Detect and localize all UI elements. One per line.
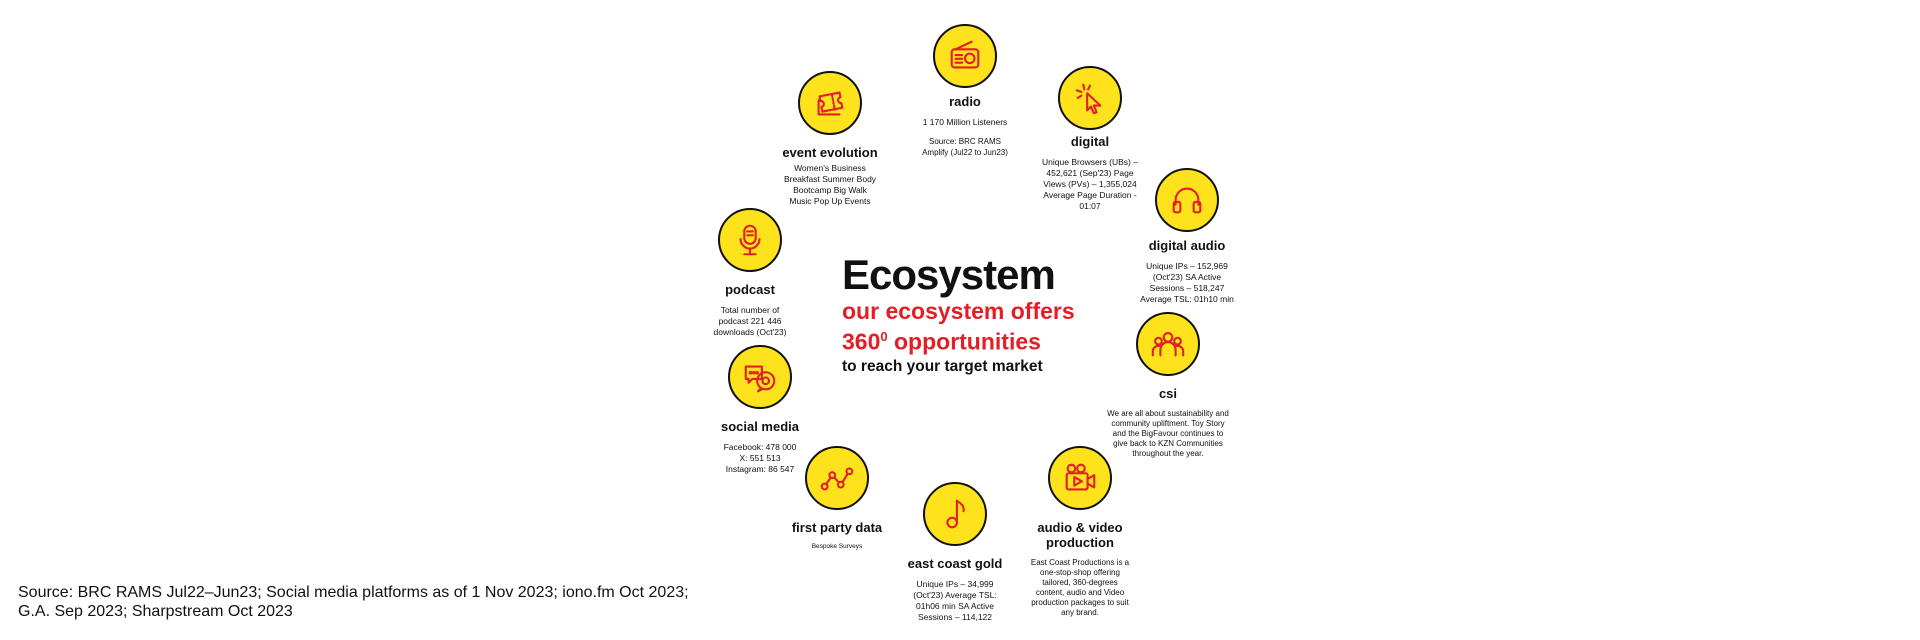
digital-audio-desc: Unique IPs – 152,969 (Oct'23) SA Active Sessions – 518,247 Average TSL: 01h10 min xyxy=(1140,261,1234,304)
podcast-title: podcast xyxy=(725,282,775,297)
ecosystem-title: Ecosystem xyxy=(842,251,1055,298)
node-first-party-data xyxy=(772,446,902,552)
node-podcast xyxy=(685,208,815,338)
node-radio xyxy=(895,24,1035,158)
node-east-coast-gold xyxy=(890,482,1020,623)
ecosystem-heading-block xyxy=(842,252,1075,377)
line-graph-icon xyxy=(805,446,869,510)
video-camera-icon xyxy=(1048,446,1112,510)
microphone-icon xyxy=(718,208,782,272)
digital-audio-title: digital audio xyxy=(1148,238,1226,253)
first-party-data-title: first party data xyxy=(791,520,883,535)
social-media-desc: Facebook: 478 000 X: 551 513 Instagram: 86 547 xyxy=(723,442,797,474)
audio-video-production-title: audio & video production xyxy=(1037,520,1123,550)
ticket-icon xyxy=(798,71,862,135)
east-coast-gold-title: east coast gold xyxy=(907,556,1003,571)
node-audio-video-production xyxy=(1010,446,1150,618)
event-evolution-desc: Women's Business Breakfast Summer Body Bootcamp Big Walk Music Pop Up Events xyxy=(783,163,877,206)
node-event-evolution xyxy=(765,71,895,207)
social-media-title: social media xyxy=(720,419,800,434)
event-evolution-title: event evolution xyxy=(782,145,878,160)
radio-icon xyxy=(933,24,997,88)
radio-title: radio xyxy=(949,94,981,109)
digital-title: digital xyxy=(1070,134,1110,149)
ecosystem-subtitle-line2: $360^0$ opportunities xyxy=(842,328,1041,355)
source-footnote: Source: BRC RAMS Jul22–Jun23; Social media platforms as of 1 Nov 2023; iono.fm Oct 2023; G.A. Sep 2023; Sharpstream Oct 2023 xyxy=(18,584,689,620)
ecosystem-tagline: to reach your target market xyxy=(842,357,1043,375)
ecosystem-subtitle-line1: our ecosystem offers xyxy=(842,298,1075,324)
csi-desc: We are all about sustainability and community upliftment. Toy Story and the BigFavour continues to give back to KZN Communities throughout the year. xyxy=(1107,409,1229,458)
people-group-icon xyxy=(1136,312,1200,376)
music-note-icon xyxy=(923,482,987,546)
radio-desc: 1 170 Million Listeners xyxy=(922,117,1008,127)
csi-title: csi xyxy=(1158,386,1178,401)
digital-desc: Unique Browsers (UBs) – 452,621 (Sep'23) Page Views (PVs) – 1,355,024 Average Page Duration - 01:07 xyxy=(1042,157,1138,211)
east-coast-gold-desc: Unique IPs – 34,999 (Oct'23) Average TSL: 01h06 min SA Active Sessions – 114,122 xyxy=(913,579,997,622)
cursor-click-icon xyxy=(1058,66,1122,130)
node-digital-audio xyxy=(1117,168,1257,305)
audio-video-production-desc: East Coast Productions is a one-stop-shop offering tailored, 360-degrees content, audio and Video production packages to suit any brand. xyxy=(1030,558,1130,617)
radio-source-note: Source: BRC RAMS Amplify (Jul22 to Jun23) xyxy=(922,137,1008,157)
node-csi xyxy=(1093,312,1243,459)
headphones-icon xyxy=(1155,168,1219,232)
chat-bubbles-icon xyxy=(728,345,792,409)
podcast-desc: Total number of podcast 221 446 downloads (Oct'23) xyxy=(713,305,787,337)
first-party-data-desc: Bespoke Surveys xyxy=(811,543,863,550)
